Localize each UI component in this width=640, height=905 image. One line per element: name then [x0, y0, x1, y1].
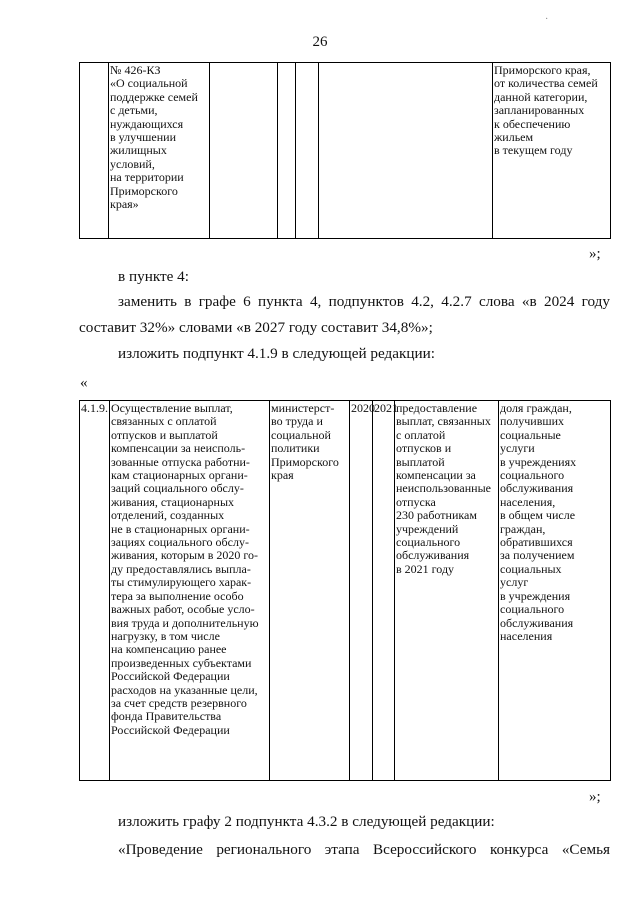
- table2-cell-start-year: 2020: [350, 401, 373, 781]
- table1-cell-executor: [210, 63, 278, 239]
- table1-cell-indicator: Приморского края, от количества семей данной категории, запланированных к обеспечению жильем в текущем году: [493, 63, 611, 239]
- paragraph-replace-line1: заменить в графе 6 пункта 4, подпунктов 4.2, 4.2.7 слова «в 2024 году: [118, 293, 610, 310]
- table1-cell-result: [319, 63, 493, 239]
- opening-quote: «: [80, 374, 88, 391]
- paragraph-state-subpoint: изложить подпункт 4.1.9 в следующей редакции:: [118, 345, 435, 362]
- table2-cell-indicator: доля граждан, получивших социальные услуги в учреждениях социального обслуживания населения, в общем числе граждан, обратившихся за получением социальных услуг в учреждения социального обслуживания населения: [499, 401, 611, 781]
- table2-cell-end-year: 2021: [373, 401, 395, 781]
- table-row: [80, 401, 611, 781]
- table2-cell-number: 4.1.9.: [80, 401, 110, 781]
- paragraph-contest: «Проведение регионального этапа Всероссийского конкурса «Семья: [118, 841, 610, 858]
- corner-mark: ·: [545, 14, 549, 25]
- paragraph-state-column: изложить графу 2 подпункта 4.3.2 в следующей редакции:: [118, 813, 495, 830]
- table1-cell-number: [80, 63, 109, 239]
- table1-cell-start: [278, 63, 296, 239]
- table-continuation: [79, 62, 611, 239]
- table1-cell-end: [296, 63, 319, 239]
- paragraph-point4: в пункте 4:: [118, 268, 189, 285]
- page-number: 26: [312, 34, 328, 50]
- table1-cell-law: № 426-КЗ «О социальной поддержке семей с детьми, нуждающихся в улучшении жилищных условий, на территории Приморского края»: [109, 63, 210, 239]
- table-subpoint-4-1-9: [79, 400, 611, 781]
- table2-cell-action: Осуществление выплат, связанных с оплатой отпусков и выплатой компенсации за неисполь- зованные отпуска работни- кам стационарных органи- заций социального обслу- живания, стационарных отделений, созданных не в стационарных органи- зациях социального обслу- живания, которым в 2020 го- ду предоставлялись выпла- ты стимулирующего харак- тера за выполнение особо важных работ, особые усло- вия труда и дополнительную нагрузку, в том числе на компенсацию ранее произведенных субъектами Российской Федерации расходов на указанные цели, за счет средств резервного фонда Правительства Российской Федерации: [110, 401, 270, 781]
- closing-quote-2: »;: [589, 789, 601, 805]
- closing-quote-1: »;: [589, 246, 601, 262]
- table2-cell-executor: министерст- во труда и социальной политики Приморского края: [270, 401, 350, 781]
- table2-cell-result: предоставление выплат, связанных с оплатой отпусков и выплатой компенсации за неиспользованные отпуска 230 работникам учреждений социального обслуживания в 2021 году: [395, 401, 499, 781]
- paragraph-replace-line2: составит 32%» словами «в 2027 году составит 34,8%»;: [79, 319, 433, 336]
- table-row: [80, 63, 611, 239]
